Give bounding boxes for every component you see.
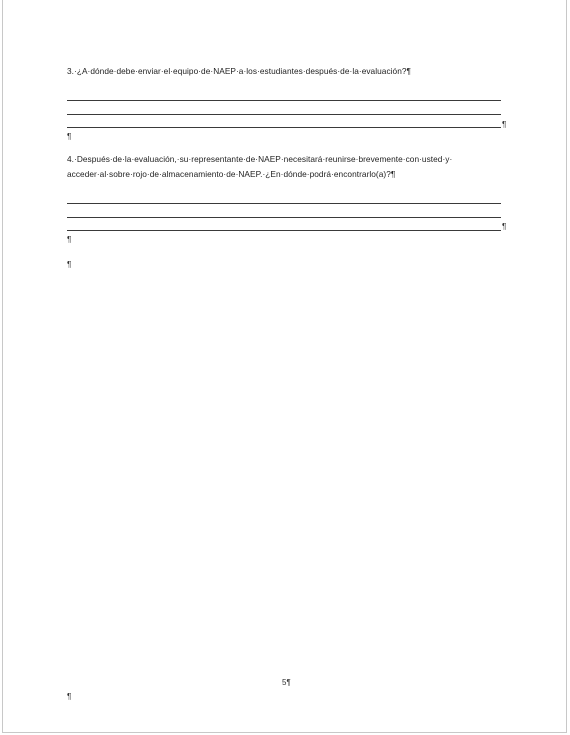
question-4-answer-line-1[interactable] — [67, 203, 501, 204]
question-4-answer-line-3[interactable] — [67, 230, 501, 231]
question-3-answer-line-3[interactable] — [67, 127, 501, 128]
question-3-answer-line-1[interactable] — [67, 100, 501, 101]
paragraph-mark: ¶ — [67, 235, 72, 244]
question-3-text: 3.·¿A·dónde·debe·enviar·el·equipo·de·NAEP·a·los·estudiantes·después·de·la·evaluación?¶ — [67, 66, 412, 76]
question-4-text-line-2: acceder·al·sobre·rojo·de·almacenamiento·de·NAEP.·¿En·dónde·podrá·encontrarlo(a)?¶ — [67, 169, 396, 179]
page-sheet — [2, 0, 567, 733]
question-3-answer-line-2[interactable] — [67, 114, 501, 115]
page-number: 5¶ — [282, 678, 291, 687]
question-4-answer-line-2[interactable] — [67, 217, 501, 218]
paragraph-mark: ¶ — [67, 132, 72, 141]
question-4-text-line-1: 4.·Después·de·la·evaluación,·su·representante·de·NAEP·necesitará·reunirse·brevemente·con·usted·y· — [67, 154, 453, 164]
paragraph-mark: ¶ — [502, 222, 507, 231]
paragraph-mark: ¶ — [67, 260, 72, 269]
paragraph-mark: ¶ — [502, 120, 507, 129]
paragraph-mark: ¶ — [67, 692, 72, 701]
